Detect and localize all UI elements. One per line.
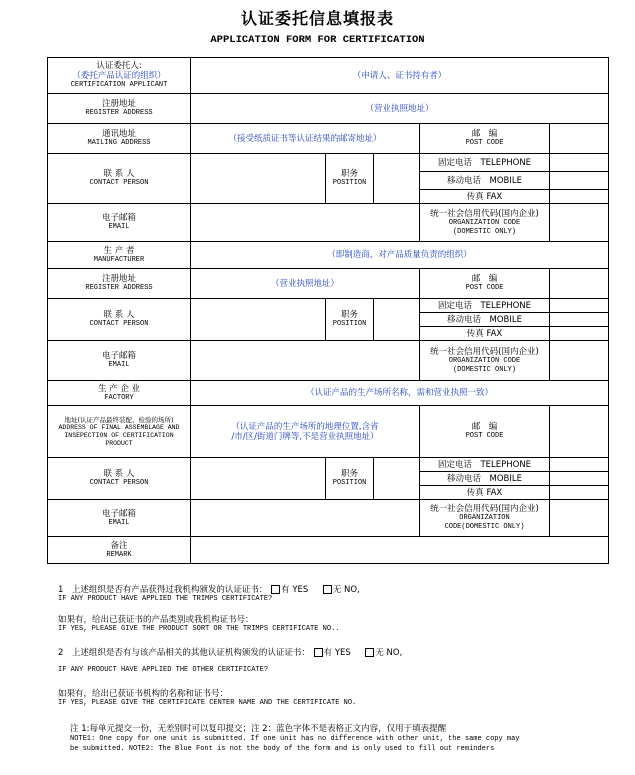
applicant-address-row <box>48 94 609 124</box>
manufacturer-position-label: 职务 POSITION <box>326 299 374 341</box>
applicant-address-label: 注册地址 REGISTER ADDRESS <box>48 94 191 124</box>
applicant-mailing-label: 通讯地址 MAILING ADDRESS <box>48 124 191 154</box>
manufacturer-row <box>48 242 609 269</box>
remark-field[interactable] <box>191 537 609 564</box>
applicant-label: 认证委托人: （委托产品认证的组织） CERTIFICATION APPLICANT <box>48 58 191 94</box>
manufacturer-mobile-field[interactable] <box>550 313 609 327</box>
question-2: 2 上述组织是否有与该产品相关的其他认证机构颁发的认证证书： 有 YES 无 NO, <box>58 648 403 658</box>
manufacturer-postcode-label: 邮 编 POST CODE <box>420 269 550 299</box>
manufacturer-address-field[interactable]: （营业执照地址） <box>191 269 420 299</box>
factory-orgcode-field[interactable] <box>550 500 609 537</box>
applicant-mailing-row <box>48 124 609 154</box>
form-title: 认证委托信息填报表 <box>240 9 394 28</box>
factory-position-label: 职务 POSITION <box>326 458 374 500</box>
applicant-name-field[interactable]: （申请人、证书持有者） <box>191 58 609 94</box>
manufacturer-mobile-label: 移动电话 MOBILE <box>420 313 550 327</box>
manufacturer-fax-label: 传真 FAX <box>420 327 550 341</box>
manufacturer-address-row <box>48 269 609 299</box>
manufacturer-orgcode-label: 统一社会信用代码(国内企业) ORGANIZATION CODE (DOMESTIC ONLY) <box>420 341 550 381</box>
applicant-fax-field[interactable] <box>550 190 609 204</box>
applicant-position-label: 职务 POSITION <box>326 154 374 204</box>
applicant-position-field[interactable] <box>374 154 420 204</box>
question-1-followup: 如果有，给出已获证书的产品类别或我机构证书号： IF YES, PLEASE GIVE THE PRODUCT SORT OR THE TRIMPS CERTIFICATE NO.. <box>58 615 340 633</box>
applicant-telephone-field[interactable] <box>550 154 609 172</box>
factory-address-label: 地址(认证产品最终装配、检验的场所) ADDRESS OF FINAL ASSEMBLAGE AND INSEPECTION OF CERTIFICATION PRODUCT <box>48 406 191 458</box>
factory-mobile-label: 移动电话 MOBILE <box>420 472 550 486</box>
manufacturer-contact-row <box>48 299 609 313</box>
factory-name-field[interactable]: （认证产品的生产场所名称，需和营业执照一致） <box>191 381 609 406</box>
factory-orgcode-label: 统一社会信用代码(国内企业) ORGANIZATION CODE(DOMESTIC ONLY) <box>420 500 550 537</box>
applicant-orgcode-field[interactable] <box>550 204 609 242</box>
factory-contact-field[interactable] <box>191 458 326 500</box>
factory-telephone-field[interactable] <box>550 458 609 472</box>
applicant-row <box>48 58 609 94</box>
manufacturer-contact-field[interactable] <box>191 299 326 341</box>
factory-contact-label: 联 系 人 CONTACT PERSON <box>48 458 191 500</box>
notes-section <box>70 722 600 754</box>
factory-postcode-label: 邮 编 POST CODE <box>420 406 550 458</box>
q2-yes-checkbox[interactable] <box>314 648 323 657</box>
factory-position-field[interactable] <box>374 458 420 500</box>
q2-no-checkbox[interactable] <box>365 648 374 657</box>
question-2-followup: 如果有，给出已获证书机构的名称和证书号： IF YES, PLEASE GIVE THE CERTIFICATE CENTER NAME AND THE CERTIFICATE NO. <box>58 689 357 707</box>
factory-email-row <box>48 500 609 537</box>
applicant-telephone-label: 固定电话 TELEPHONE <box>420 154 550 172</box>
question-1: 1 上述组织是否有产品获得过我机构颁发的认证证书： 有 YES 无 NO, IF ANY PRODUCT HAVE APPLIED THE TRIMPS CERTIFICATE? <box>58 585 360 603</box>
manufacturer-fax-field[interactable] <box>550 327 609 341</box>
manufacturer-email-label: 电子邮箱 EMAIL <box>48 341 191 381</box>
applicant-email-row <box>48 204 609 242</box>
manufacturer-name-field[interactable]: （即制造商，对产品质量负责的组织） <box>191 242 609 269</box>
manufacturer-label: 生 产 者 MANUFACTURER <box>48 242 191 269</box>
factory-address-row <box>48 406 609 458</box>
factory-postcode-field[interactable] <box>550 406 609 458</box>
question-2-english: IF ANY PRODUCT HAVE APPLIED THE OTHER CERTIFICATE? <box>58 666 269 674</box>
q1-no-checkbox[interactable] <box>323 585 332 594</box>
applicant-contact-label: 联 系 人 CONTACT PERSON <box>48 154 191 204</box>
remark-row <box>48 537 609 564</box>
applicant-mailing-field[interactable]: （接受纸质证书等认证结果的邮寄地址） <box>191 124 420 154</box>
applicant-postcode-label: 邮 编 POST CODE <box>420 124 550 154</box>
manufacturer-contact-label: 联 系 人 CONTACT PERSON <box>48 299 191 341</box>
factory-contact-row <box>48 458 609 472</box>
manufacturer-position-field[interactable] <box>374 299 420 341</box>
applicant-contact-row <box>48 154 609 172</box>
factory-address-field[interactable]: （认证产品的生产场所的地理位置,含省 /市/区/街道门牌等,不是营业执照地址） <box>191 406 420 458</box>
form-subtitle: APPLICATION FORM FOR CERTIFICATION <box>210 34 425 46</box>
application-form-table <box>47 57 609 564</box>
manufacturer-postcode-field[interactable] <box>550 269 609 299</box>
note-english-line2: be submitted. NOTE2: The Blue Font is not the body of the form and is only used to fill out reminders <box>70 745 495 753</box>
manufacturer-telephone-field[interactable] <box>550 299 609 313</box>
applicant-fax-label: 传真 FAX <box>420 190 550 204</box>
factory-mobile-field[interactable] <box>550 472 609 486</box>
manufacturer-telephone-label: 固定电话 TELEPHONE <box>420 299 550 313</box>
factory-label: 生 产 企 业 FACTORY <box>48 381 191 406</box>
applicant-mobile-field[interactable] <box>550 172 609 190</box>
manufacturer-email-field[interactable] <box>191 341 420 381</box>
factory-row <box>48 381 609 406</box>
factory-fax-field[interactable] <box>550 486 609 500</box>
applicant-postcode-field[interactable] <box>550 124 609 154</box>
factory-email-label: 电子邮箱 EMAIL <box>48 500 191 537</box>
applicant-contact-field[interactable] <box>191 154 326 204</box>
q1-yes-checkbox[interactable] <box>271 585 280 594</box>
applicant-address-field[interactable]: （营业执照地址） <box>191 94 609 124</box>
factory-email-field[interactable] <box>191 500 420 537</box>
applicant-orgcode-label: 统一社会信用代码(国内企业) ORGANIZATION CODE (DOMESTIC ONLY) <box>420 204 550 242</box>
note-chinese: 注 1:每单元提交一份，无差别时可以复印提交；注 2：蓝色字体不是表格正文内容，仅用于填表提醒 <box>70 724 447 734</box>
applicant-email-field[interactable] <box>191 204 420 242</box>
remark-label: 备注 REMARK <box>48 537 191 564</box>
applicant-email-label: 电子邮箱 EMAIL <box>48 204 191 242</box>
manufacturer-orgcode-field[interactable] <box>550 341 609 381</box>
manufacturer-email-row <box>48 341 609 381</box>
applicant-mobile-label: 移动电话 MOBILE <box>420 172 550 190</box>
note-english-line1: NOTE1: One copy for one unit is submitted. If one unit has no difference with other unit, the same copy may <box>70 735 520 743</box>
factory-fax-label: 传真 FAX <box>420 486 550 500</box>
manufacturer-address-label: 注册地址 REGISTER ADDRESS <box>48 269 191 299</box>
factory-telephone-label: 固定电话 TELEPHONE <box>420 458 550 472</box>
